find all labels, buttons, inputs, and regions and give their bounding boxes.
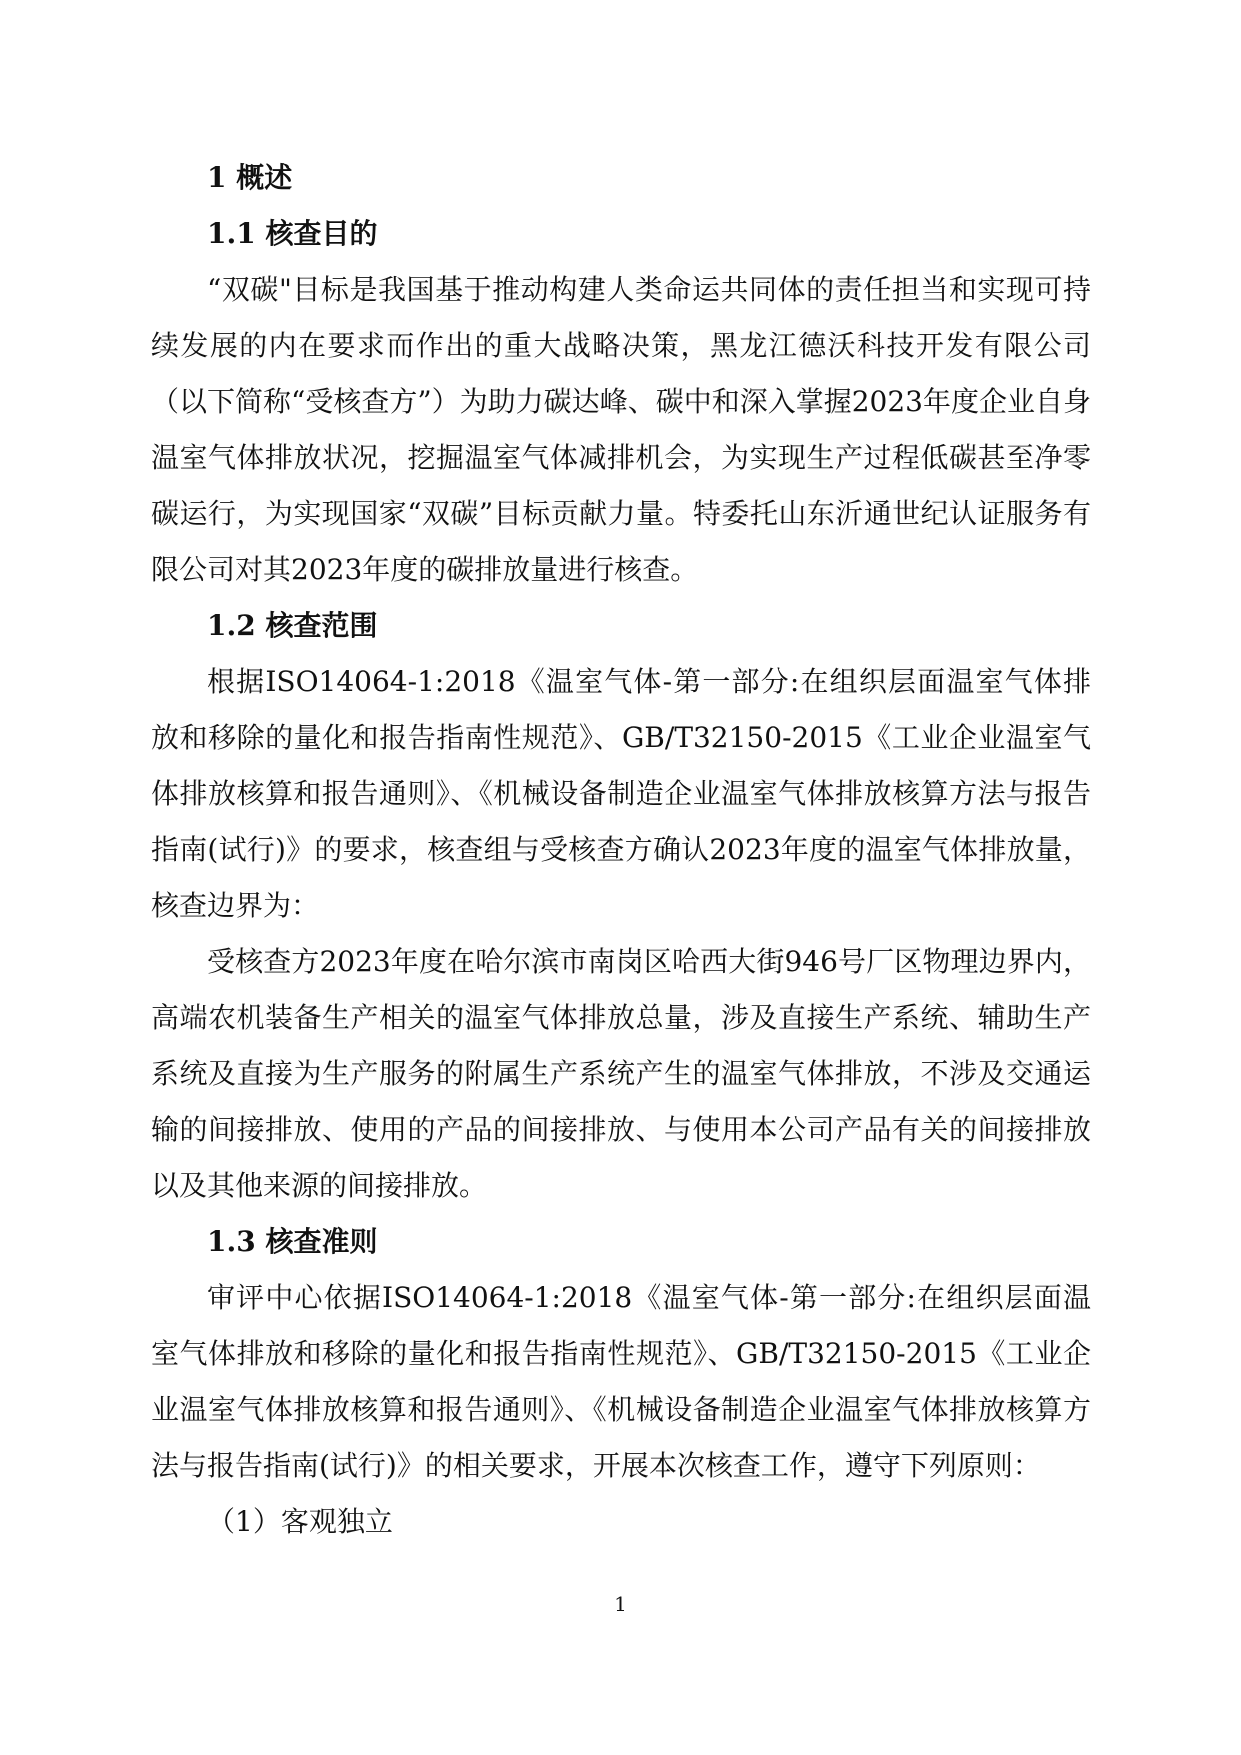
section-heading-scope: 1.2 核查范围 (207, 609, 378, 642)
scope-paragraph-2: 受核查方2023年度在哈尔滨市南岗区哈西大街946号厂区物理边界内，高端农机装备生产相关的温室气体排放总量，涉及直接生产系统、辅助生产系统及直接为生产服务的附属生产系统产生的温室气体排放，不涉及交通运输的间接排放、使用的产品的间接排放、与使用本公司产品有关的间接排放以及其他来源的间接排放。 (151, 945, 1091, 1202)
document-body (151, 150, 1091, 1550)
page-number: 1 (614, 1592, 627, 1616)
principle-item-1: （1）客观独立 (207, 1505, 393, 1538)
section-heading-purpose: 1.1 核查目的 (207, 217, 378, 250)
scope-paragraph-1: 根据ISO14064-1:2018《温室气体-第一部分:在组织层面温室气体排放和移除的量化和报告指南性规范》、GB/T32150-2015《工业企业温室气体排放核算和报告通则》、《机械设备制造企业温室气体排放核算方法与报告指南(试行)》的要求，核查组与受核查方确认2023年度的温室气体排放量，核查边界为： (151, 665, 1091, 922)
section-heading-criteria: 1.3 核查准则 (207, 1225, 378, 1258)
section-heading-overview: 1 概述 (207, 161, 293, 194)
criteria-paragraph: 审评中心依据ISO14064-1:2018《温室气体-第一部分:在组织层面温室气体排放和移除的量化和报告指南性规范》、GB/T32150-2015《工业企业温室气体排放核算和报告通则》、《机械设备制造企业温室气体排放核算方法与报告指南(试行)》的相关要求，开展本次核查工作，遵守下列原则： (151, 1281, 1091, 1482)
purpose-paragraph: “双碳"目标是我国基于推动构建人类命运共同体的责任担当和实现可持续发展的内在要求而作出的重大战略决策，黑龙江德沃科技开发有限公司（以下简称“受核查方”）为助力碳达峰、碳中和深入掌握2023年度企业自身温室气体排放状况，挖掘温室气体减排机会，为实现生产过程低碳甚至净零碳运行，为实现国家“双碳”目标贡献力量。特委托山东沂通世纪认证服务有限公司对其2023年度的碳排放量进行核查。 (151, 273, 1091, 586)
